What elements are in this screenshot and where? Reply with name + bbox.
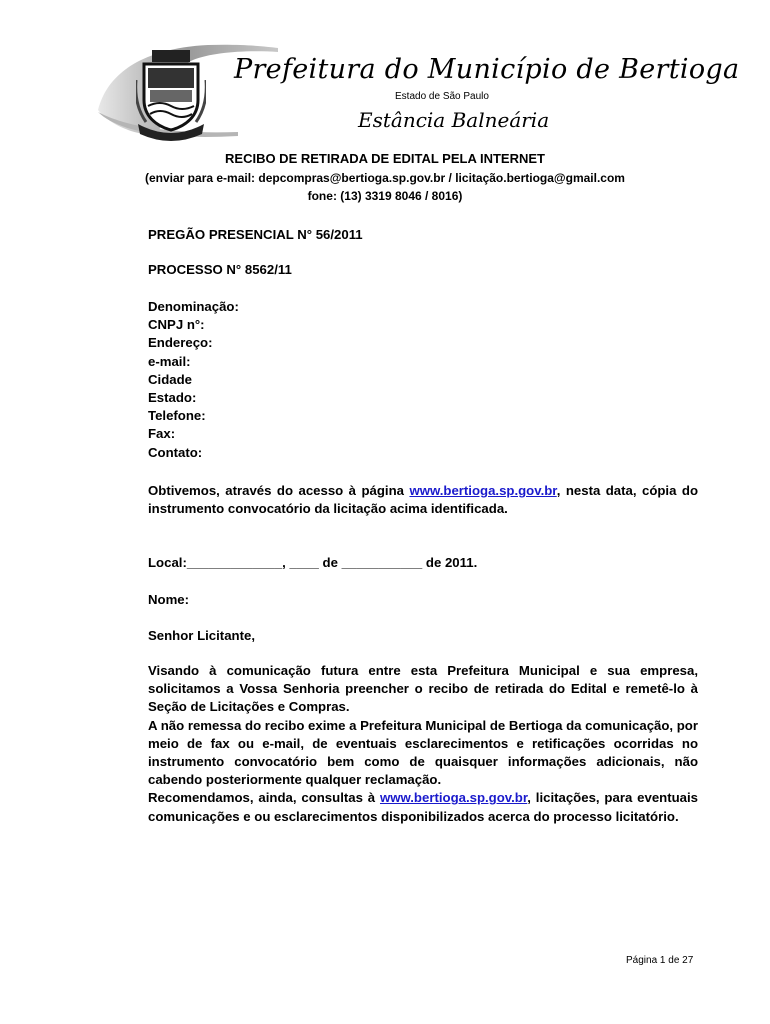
notice-paragraph: [148, 662, 698, 826]
paragraph-recommendation: [148, 789, 698, 825]
field-label: Fax:: [148, 426, 176, 442]
paragraph-waiver: A não remessa do recibo exime a Prefeitura Municipal de Bertioga da comunicação, por meio de fax ou e-mail, de eventuais esclarecimentos e retificações ocorridas no instrumento convocatório bem como de quaisquer informações adicionais, não cabendo posteriormente qualquer reclamação.: [148, 717, 698, 788]
field-label: Denominação:: [148, 299, 239, 314]
contact-phone-line: fone: (13) 3319 8046 / 8016): [307, 189, 463, 203]
recommendation-text-end: , licitações, para eventuais comunicações e ou esclarecimentos disponibilizados acerca do processo licitatório.: [148, 790, 698, 824]
recommendation-text: Recomendamos, ainda, consultas à: [148, 790, 380, 806]
website-link[interactable]: www.bertioga.sp.gov.br: [409, 483, 557, 498]
field-label: Telefone:: [148, 408, 206, 424]
salutation: Senhor Licitante,: [148, 628, 255, 643]
page-number: Página 1 de 27: [626, 955, 694, 966]
state-subtitle: Estado de São Paulo: [395, 91, 489, 102]
processo-number: PROCESSO N° 8562/11: [148, 262, 292, 277]
field-label: CNPJ n°:: [148, 317, 205, 333]
nome-label: Nome:: [148, 592, 190, 607]
access-statement-text: Obtivemos, através do acesso à página: [148, 483, 410, 498]
motto: Estância Balneária: [358, 108, 550, 132]
pregao-number: PREGÃO PRESENCIAL N° 56/2011: [148, 227, 363, 242]
letterhead: [98, 40, 740, 140]
company-fields: [148, 298, 698, 462]
local-date-line: Local:_____________, ____ de ___________ de 2011.: [148, 555, 478, 570]
field-label: Estado:: [148, 389, 197, 405]
coat-of-arms-icon: [136, 50, 206, 142]
paragraph-communication: Visando à comunicação futura entre esta Prefeitura Municipal e sua empresa, solicitamos a Vossa Senhoria preencher o recibo de retirada do Edital e remetê-lo à Seção de Licitações e Compras.: [148, 663, 698, 715]
field-label: Contato:: [148, 444, 203, 460]
field-label: Cidade: [148, 371, 192, 387]
access-statement-text-end: , nesta data, cópia do instrumento convocatório da licitação acima identificada.: [148, 483, 698, 517]
field-label: Endereço:: [148, 335, 213, 351]
field-label: e-mail:: [148, 353, 191, 369]
contact-email-line: (enviar para e-mail: depcompras@bertioga.sp.gov.br / licitação.bertioga@gmail.com: [145, 171, 625, 185]
access-statement: [148, 482, 698, 518]
document-title: RECIBO DE RETIRADA DE EDITAL PELA INTERNET: [225, 151, 545, 166]
municipality-title: Prefeitura do Município de Bertioga: [234, 54, 740, 85]
website-link[interactable]: www.bertioga.sp.gov.br: [379, 790, 528, 806]
